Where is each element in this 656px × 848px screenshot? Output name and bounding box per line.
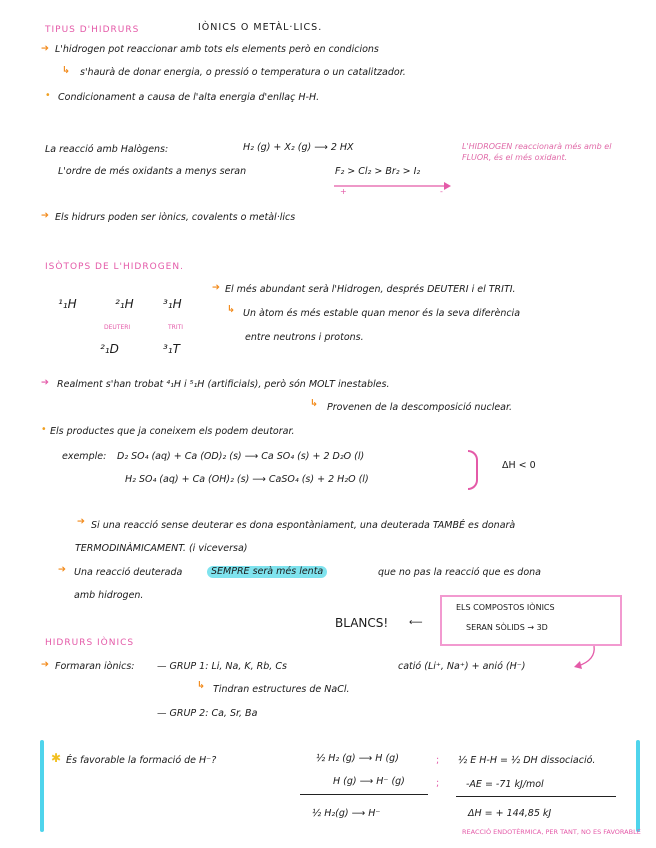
spont-line1: Si una reacció sense deuterar es dona espontàniament, una deuterada TAMBÉ es donarà [91, 520, 516, 531]
formed-label: Formaran iònics: [55, 661, 135, 672]
subtitle-heading: IÒNICS O METÀL·LICS. [198, 22, 323, 33]
isotope-t: ³₁T [163, 342, 180, 356]
star-icon: ✱ [51, 751, 62, 765]
energy-3: ΔH = + 144,85 kJ [468, 808, 552, 819]
bullet-icon: • [45, 90, 51, 101]
nacl-structures: Tindran estructures de NaCl. [213, 684, 350, 695]
ionic-heading: HIDRURS IÒNICS [45, 638, 135, 648]
intro-line1: L'hidrogen pot reaccionar amb tots els elements però en condicions [55, 44, 379, 55]
isotopes-text1: El més abundant serà l'Hidrogen, després DEUTERI i el TRITI. [225, 284, 516, 295]
isotope-h2: ²₁H [115, 297, 134, 311]
hook-arrow-icon: ↳ [62, 65, 70, 76]
artificial-line2: Provenen de la descomposició nuclear. [327, 402, 513, 413]
grup1-label: — GRUP 1: Li, Na, K, Rb, Cs [157, 661, 287, 672]
triti-label: TRITI [168, 324, 184, 331]
artificial-line1: Realment s'han trobat ⁴₁H i ⁵₁H (artificials), però són MOLT inestables. [57, 379, 390, 390]
box-line2: SERAN SÒLIDS → 3D [466, 623, 548, 632]
box-line1: ELS COMPOSTOS IÒNICS [456, 603, 555, 612]
cation-anion: catió (Li⁺, Na⁺) + anió (H⁻) [398, 661, 526, 672]
arrow-icon: ➔ [41, 43, 49, 54]
left-bracket [40, 740, 44, 832]
equation-deuterated: D₂ SO₄ (aq) + Ca (OD)₂ (s) ⟶ Ca SO₄ (s) + 2 D₂O (l) [117, 451, 365, 462]
bullet-icon: • [41, 424, 47, 435]
grup2-label: — GRUP 2: Ca, Sr, Ba [157, 708, 258, 719]
hook-arrow-icon: ↳ [197, 680, 205, 691]
order-arrow-icon [332, 180, 452, 192]
isotopes-heading: ISÒTOPS DE L'HIDROGEN. [45, 262, 184, 272]
brace [468, 450, 478, 490]
endothermic-note: REACCIÓ ENDOTÈRMICA, PER TANT, NO ES FAVORABLE [462, 828, 641, 836]
right-bracket [636, 740, 640, 832]
isotope-h1: ¹₁H [58, 297, 77, 311]
blancs-label: BLANCS! [335, 616, 389, 630]
spont-line3c: que no pas la reacció que es dona [378, 567, 541, 578]
reaction-1: ½ H₂ (g) ⟶ H (g) [316, 753, 399, 764]
title-heading: TIPUS D'HIDRURS [45, 25, 140, 35]
equation-normal: H₂ SO₄ (aq) + Ca (OH)₂ (s) ⟶ CaSO₄ (s) + 2 H₂O (l) [125, 474, 369, 485]
example-label: exemple: [62, 451, 107, 462]
deuteri-label: DEUTERI [104, 324, 131, 331]
left-arrow-icon: ⟵ [409, 617, 423, 628]
hook-arrow-icon: ↳ [227, 304, 235, 315]
isotope-h3: ³₁H [163, 297, 182, 311]
energy-sum-line [456, 796, 616, 797]
pink-arrow-icon: ➔ [41, 377, 49, 388]
intro-line3: Condicionament a causa de l'alta energia d'enllaç H-H. [58, 92, 320, 103]
halogen-note: L'HIDROGEN reaccionarà més amb el FLUOR, és el més oxidant. [462, 142, 612, 162]
reaction-3: ½ H₂(g) ⟶ H⁻ [312, 808, 381, 819]
spont-line2: TERMODINÀMICAMENT. (i viceversa) [75, 543, 248, 554]
curved-arrow-icon [572, 644, 602, 670]
intro-line2: s'haurà de donar energia, o pressió o temperatura o un catalitzador. [80, 67, 406, 78]
spont-line4: amb hidrogen. [74, 590, 144, 601]
arrow-icon: ➔ [58, 564, 66, 575]
halogen-order-label: L'ordre de més oxidants a menys seran [58, 166, 247, 177]
arrow-icon: ➔ [41, 659, 49, 670]
separator: ; [436, 755, 440, 766]
bottom-question: És favorable la formació de H⁻? [66, 755, 217, 766]
isotopes-text3: entre neutrons i protons. [245, 332, 364, 343]
isotope-d: ²₁D [100, 342, 119, 356]
separator: ; [436, 778, 440, 789]
halogen-order: F₂ > Cl₂ > Br₂ > I₂ [335, 166, 421, 177]
delta-h: ΔH < 0 [502, 460, 536, 471]
energy-2: -AE = -71 kJ/mol [466, 779, 544, 790]
reaction-2: H (g) ⟶ H⁻ (g) [333, 776, 405, 787]
halogen-equation: H₂ (g) + X₂ (g) ⟶ 2 HX [243, 142, 354, 153]
hydrides-types: Els hidrurs poden ser iònics, covalents o metàl·lics [55, 212, 296, 223]
energy-1: ½ E H-H = ½ DH dissociació. [458, 755, 596, 766]
halogen-label: La reacció amb Halògens: [45, 144, 169, 155]
sum-line [300, 794, 428, 795]
order-minus: - [440, 187, 443, 196]
neutral-line1: Els productes que ja coneixem els podem deutorar. [50, 426, 295, 437]
isotopes-text2: Un àtom és més estable quan menor és la seva diferència [243, 308, 521, 319]
spont-highlight: SEMPRE serà més lenta [207, 566, 327, 578]
arrow-icon: ➔ [41, 210, 49, 221]
order-plus: + [340, 187, 347, 196]
spont-line3a: Una reacció deuterada [74, 567, 183, 578]
arrow-icon: ➔ [77, 516, 85, 527]
hook-arrow-icon: ↳ [310, 398, 318, 409]
arrow-icon: ➔ [212, 282, 220, 293]
